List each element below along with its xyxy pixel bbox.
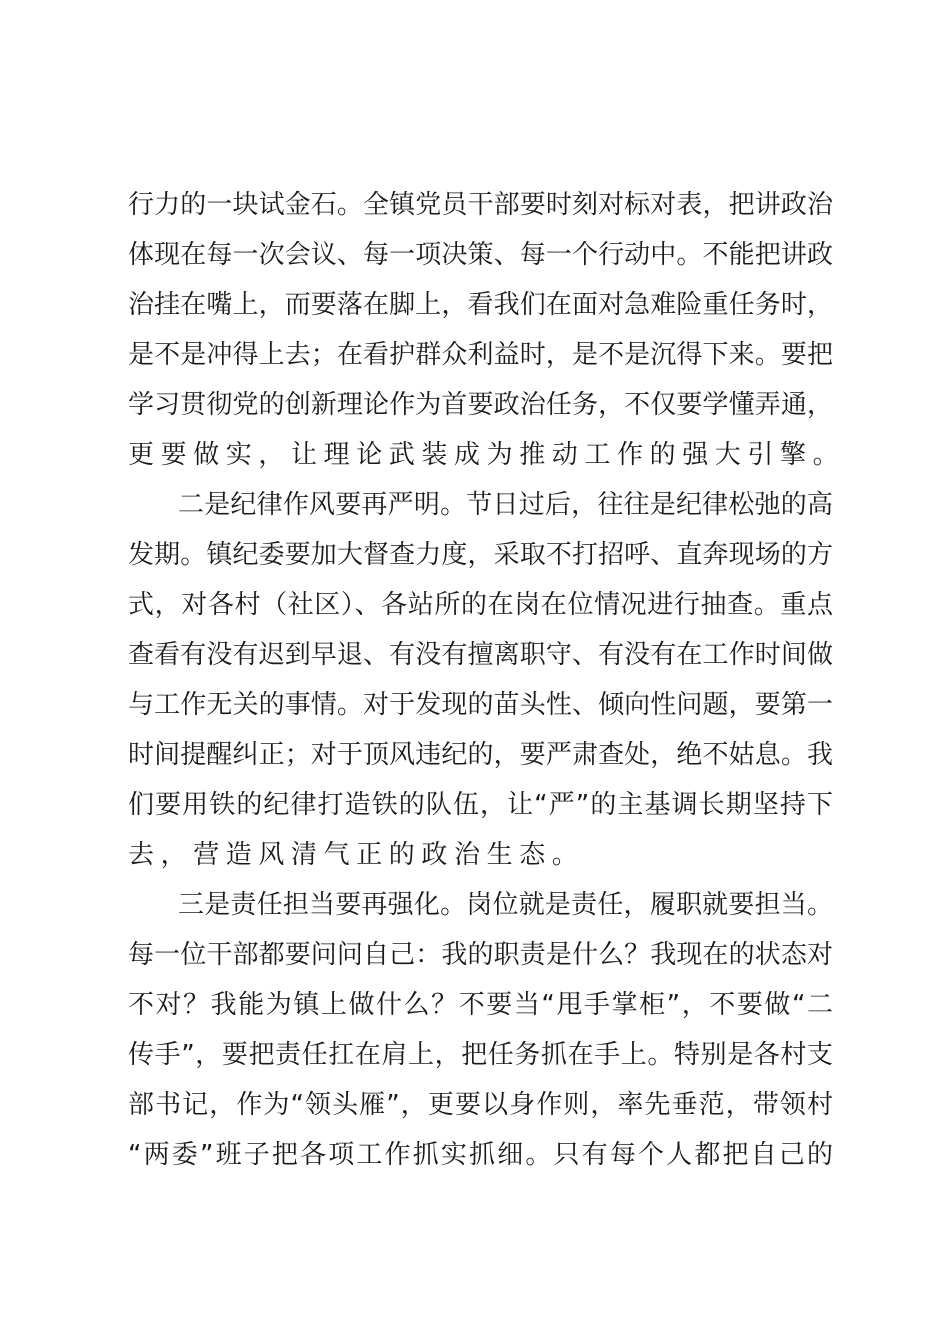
text-line: 每一位干部都要问问自己：我的职责是什么？我现在的状态对 xyxy=(128,940,833,970)
text-line: 们要用铁的纪律打造铁的队伍，让“严”的主基调长期坚持下 xyxy=(128,790,833,820)
document-body xyxy=(128,180,846,1180)
text-line: 与工作无关的事情。对于发现的苗头性、倾向性问题，要第一 xyxy=(128,690,833,720)
text-line: 行力的一块试金石。全镇党员干部要时刻对标对表，把讲政治 xyxy=(128,190,833,220)
text-line: 式，对各村（社区）、各站所的在岗在位情况进行抽查。重点 xyxy=(128,590,833,620)
text-line: 学习贯彻党的创新理论作为首要政治任务，不仅要学懂弄通， xyxy=(128,390,833,420)
text-line: 传手”，要把责任扛在肩上，把任务抓在手上。特别是各村支 xyxy=(128,1040,833,1070)
text-line: 去，营造风清气正的政治生态。 xyxy=(128,840,585,870)
text-line: “两委”班子把各项工作抓实抓细。只有每个人都把自己的 xyxy=(128,1140,833,1170)
text-line: 发期。镇纪委要加大督查力度，采取不打招呼、直奔现场的方 xyxy=(128,540,833,570)
text-line: 是不是冲得上去；在看护群众利益时，是不是沉得下来。要把 xyxy=(128,340,833,370)
paragraph-heading-line: 三是责任担当要再强化。岗位就是责任，履职就要担当。 xyxy=(178,890,833,920)
text-line: 体现在每一次会议、每一项决策、每一个行动中。不能把讲政 xyxy=(128,240,833,270)
text-line: 不对？我能为镇上做什么？不要当“甩手掌柜”，不要做“二 xyxy=(128,990,833,1020)
text-line: 治挂在嘴上，而要落在脚上，看我们在面对急难险重任务时， xyxy=(128,290,833,320)
paragraph-heading-line: 二是纪律作风要再严明。节日过后，往往是纪律松弛的高 xyxy=(178,490,833,520)
text-line: 查看有没有迟到早退、有没有擅离职守、有没有在工作时间做 xyxy=(128,640,833,670)
text-line: 时间提醒纠正；对于顶风违纪的，要严肃查处，绝不姑息。我 xyxy=(128,740,833,770)
text-line: 更要做实，让理论武装成为推动工作的强大引擎。 xyxy=(128,440,846,470)
text-line: 部书记，作为“领头雁”，更要以身作则，率先垂范，带领村 xyxy=(128,1090,833,1120)
